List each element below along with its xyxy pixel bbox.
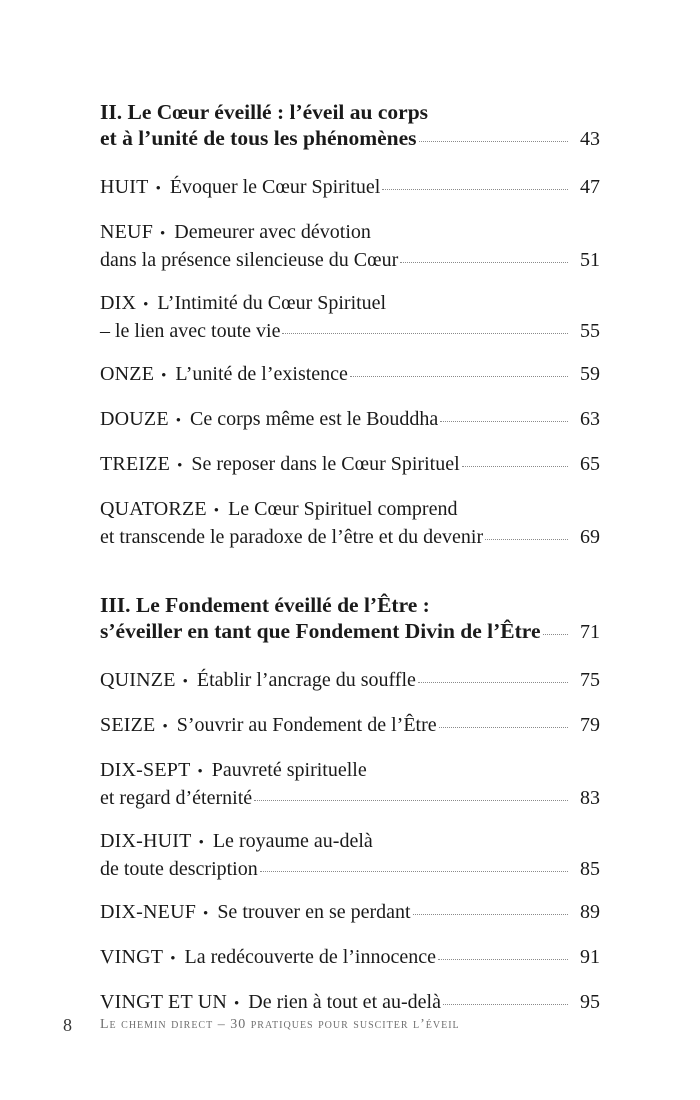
chapter-title: S’ouvrir au Fondement de l’Être xyxy=(176,714,437,736)
chapter-title-cont: et regard d’éternité xyxy=(100,787,253,809)
chapter-title: Se trouver en se perdant xyxy=(217,901,411,923)
entry-page-number: 65 xyxy=(580,453,600,475)
dot-leader xyxy=(254,800,568,801)
bullet-icon: • xyxy=(160,226,166,242)
toc-entry[interactable] xyxy=(100,989,600,1017)
chapter-title: L’unité de l’existence xyxy=(175,363,348,385)
entry-page-number: 69 xyxy=(580,526,600,548)
toc-entry[interactable] xyxy=(100,944,600,972)
entry-line1 xyxy=(100,899,600,927)
toc-entry[interactable] xyxy=(100,451,600,479)
chapter-title: Demeurer avec dévotion xyxy=(174,221,371,243)
bullet-icon: • xyxy=(155,181,161,197)
toc-entry[interactable] xyxy=(100,828,600,882)
toc-entry[interactable] xyxy=(100,712,600,740)
dot-leader xyxy=(419,141,568,142)
bullet-icon: • xyxy=(234,996,240,1012)
chapter-number: DIX-NEUF xyxy=(100,901,197,923)
dot-leader xyxy=(413,914,568,915)
entry-page-number: 79 xyxy=(580,714,600,736)
section-title[interactable] xyxy=(100,592,600,645)
chapter-title: Ce corps même est le Bouddha xyxy=(190,408,439,430)
chapter-title: De rien à tout et au-delà xyxy=(248,991,441,1013)
entry-line1 xyxy=(100,989,600,1017)
page-number: 8 xyxy=(63,1015,72,1035)
dot-leader xyxy=(543,634,568,635)
bullet-icon: • xyxy=(170,951,176,967)
bullet-icon: • xyxy=(143,297,149,313)
toc-entry[interactable] xyxy=(100,290,600,344)
chapter-title: Le royaume au-delà xyxy=(212,830,373,852)
chapter-title: Établir l’ancrage du souffle xyxy=(196,669,416,691)
dot-leader xyxy=(438,959,568,960)
bullet-icon: • xyxy=(203,906,209,922)
dot-leader xyxy=(260,871,568,872)
entry-page-number: 51 xyxy=(580,249,600,271)
entry-line1 xyxy=(100,451,600,479)
toc-entry[interactable] xyxy=(100,757,600,811)
chapter-number: HUIT xyxy=(100,176,149,198)
chapter-number: VINGT ET UN xyxy=(100,991,228,1013)
entry-line1 xyxy=(100,712,600,740)
entry-page-number: 91 xyxy=(580,946,600,968)
toc-entry[interactable] xyxy=(100,496,600,550)
table-of-contents xyxy=(100,99,600,1059)
entry-page-number: 83 xyxy=(580,787,600,809)
toc-entry[interactable] xyxy=(100,174,600,202)
entry-line1 xyxy=(100,667,600,695)
bullet-icon: • xyxy=(177,458,183,474)
chapter-title: Pauvreté spirituelle xyxy=(211,759,367,781)
entry-line1 xyxy=(100,944,600,972)
dot-leader xyxy=(382,189,568,190)
entry-page-number: 95 xyxy=(580,991,600,1013)
chapter-title-cont: et transcende le paradoxe de l’être et du devenir xyxy=(100,526,484,548)
chapter-number: DOUZE xyxy=(100,408,169,430)
toc-entry[interactable] xyxy=(100,361,600,389)
section-title-line2 xyxy=(100,618,600,645)
section-title-text: s’éveiller en tant que Fondement Divin de l’Être xyxy=(100,619,541,643)
entry-line2 xyxy=(100,856,600,882)
entry-page-number: 63 xyxy=(580,408,600,430)
entry-line1 xyxy=(100,828,600,856)
dot-leader xyxy=(282,333,568,334)
entry-page-number: 47 xyxy=(580,176,600,198)
chapter-number: DIX-SEPT xyxy=(100,759,191,781)
chapter-title-cont: de toute description xyxy=(100,858,258,880)
toc-section xyxy=(100,99,600,550)
bullet-icon: • xyxy=(197,764,203,780)
entry-page-number: 85 xyxy=(580,858,600,880)
entry-line2 xyxy=(100,524,600,550)
entry-line1 xyxy=(100,496,600,524)
section-title-line1: II. Le Cœur éveillé : l’éveil au corps xyxy=(100,100,429,124)
bullet-icon: • xyxy=(198,835,204,851)
chapter-number: SEIZE xyxy=(100,714,156,736)
toc-entry[interactable] xyxy=(100,667,600,695)
section-title-line2 xyxy=(100,125,600,152)
section-page-number: 43 xyxy=(580,128,600,150)
dot-leader xyxy=(443,1004,568,1005)
dot-leader xyxy=(350,376,568,377)
chapter-title: Se reposer dans le Cœur Spirituel xyxy=(191,453,460,475)
dot-leader xyxy=(440,421,568,422)
entry-line1 xyxy=(100,757,600,785)
toc-section xyxy=(100,592,600,1017)
entry-page-number: 55 xyxy=(580,320,600,342)
entry-page-number: 75 xyxy=(580,669,600,691)
dot-leader xyxy=(418,682,568,683)
dot-leader xyxy=(400,262,568,263)
entry-line1 xyxy=(100,406,600,434)
entry-line2 xyxy=(100,318,600,344)
entry-line1 xyxy=(100,361,600,389)
chapter-title-cont: dans la présence silencieuse du Cœur xyxy=(100,249,399,271)
chapter-number: QUATORZE xyxy=(100,498,207,520)
entry-line1 xyxy=(100,219,600,247)
bullet-icon: • xyxy=(213,503,220,519)
dot-leader xyxy=(485,539,568,540)
entry-line2 xyxy=(100,785,600,811)
dot-leader xyxy=(439,727,568,728)
entry-line1 xyxy=(100,174,600,202)
chapter-number: TREIZE xyxy=(100,453,171,475)
chapter-title: L’Intimité du Cœur Spirituel xyxy=(157,292,387,314)
toc-entry[interactable] xyxy=(100,899,600,927)
entry-line2 xyxy=(100,247,600,273)
chapter-number: ONZE xyxy=(100,363,155,385)
entry-line1 xyxy=(100,290,600,318)
chapter-number: DIX-HUIT xyxy=(100,830,192,852)
chapter-number: QUINZE xyxy=(100,669,176,691)
bullet-icon: • xyxy=(161,368,167,384)
chapter-title: La redécouverte de l’innocence xyxy=(184,946,436,968)
chapter-number: VINGT xyxy=(100,946,164,968)
chapter-number: NEUF xyxy=(100,221,154,243)
chapter-number: DIX xyxy=(100,292,137,314)
bullet-icon: • xyxy=(182,674,188,690)
dot-leader xyxy=(462,466,568,467)
toc-entry[interactable] xyxy=(100,406,600,434)
section-title-line1: III. Le Fondement éveillé de l’Être : xyxy=(100,593,430,617)
bullet-icon: • xyxy=(175,413,182,429)
section-title[interactable] xyxy=(100,99,600,152)
entry-page-number: 89 xyxy=(580,901,600,923)
chapter-title: Le Cœur Spirituel comprend xyxy=(228,498,458,520)
section-title-text: et à l’unité de tous les phénomènes xyxy=(100,126,417,150)
bullet-icon: • xyxy=(162,719,168,735)
section-page-number: 71 xyxy=(580,621,600,643)
toc-entry[interactable] xyxy=(100,219,600,273)
running-title: Le chemin direct – 30 pratiques pour susciter l’éveil xyxy=(100,1017,460,1032)
chapter-title: Évoquer le Cœur Spirituel xyxy=(169,176,381,198)
entry-page-number: 59 xyxy=(580,363,600,385)
chapter-title-cont: – le lien avec toute vie xyxy=(100,320,281,342)
